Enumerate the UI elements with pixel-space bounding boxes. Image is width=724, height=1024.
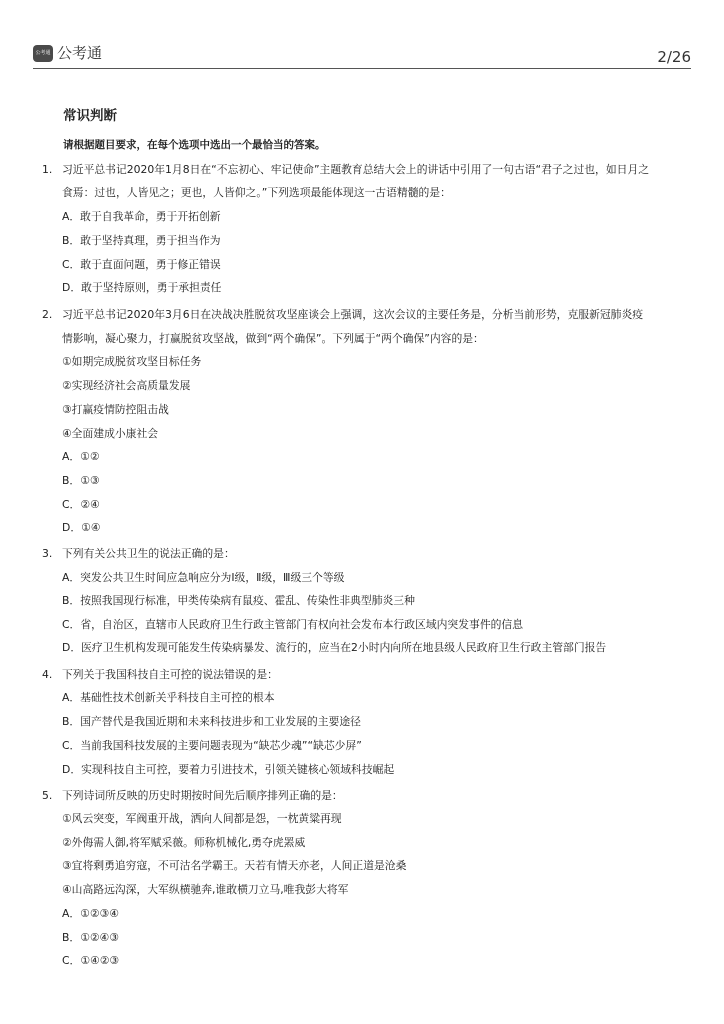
option-c: C．当前我国科技发展的主要问题表现为“缺芯少魂”“缺芯少屏” [62,739,362,752]
option-b: B．①②④③ [62,931,119,944]
statement-item: ③宜将剩勇追穷寇，不可沽名学霸王。天若有情天亦老，人间正道是沧桑 [62,859,407,872]
header-divider [33,68,691,69]
statement-item: ①风云突变，军阀重开战，洒向人间都是怨，一枕黄粱再现 [62,812,342,825]
question-stem: 下列关于我国科技自主可控的说法错误的是： [62,668,278,681]
option-d: D．敢于坚持原则，勇于承担责任 [62,281,222,294]
option-b: B．国产替代是我国近期和未来科技进步和工业发展的主要途径 [62,715,361,728]
option-a: A．基础性技术创新关乎科技自主可控的根本 [62,691,275,704]
question-number: 3. [42,547,53,560]
option-a: A．①②③④ [62,907,119,920]
statement-item: ④山高路远沟深，大军纵横驰奔,谁敢横刀立马,唯我彭大将军 [62,883,349,896]
option-d: D．实现科技自主可控，要着力引进技术，引领关键核心领域科技崛起 [62,763,395,776]
question-stem: 下列诗词所反映的历史时期按时间先后顺序排列正确的是： [62,789,343,802]
statement-item: ④全面建成小康社会 [62,427,159,440]
option-b: B．敢于坚持真理，勇于担当作为 [62,234,221,247]
option-c: C．①④②③ [62,954,120,967]
question-stem: 情影响，凝心聚力，打赢脱贫攻坚战，做到“两个确保”。下列属于“两个确保”内容的是： [62,332,484,345]
option-c: C．敢于直面问题，勇于修正错误 [62,258,221,271]
question-number: 5. [42,789,53,802]
question-stem: 习近平总书记2020年3月6日在决战决胜脱贫攻坚座谈会上强调，这次会议的主要任务是，分析当前形势，克服新冠肺炎疫 [62,308,644,321]
statement-item: ③打赢疫情防控阻击战 [62,403,169,416]
question-number: 2. [42,308,53,321]
question-number: 4. [42,668,53,681]
question-number: 1. [42,163,53,176]
question-stem: 食焉：过也，人皆见之；更也，人皆仰之。”下列选项最能体现这一古语精髓的是： [62,186,451,199]
section-title: 常识判断 [63,108,117,124]
statement-item: ②外侮需人御,将军赋采薇。师称机械化,勇夺虎罴威 [62,836,306,849]
statement-item: ②实现经济社会高质量发展 [62,379,191,392]
option-d: D．医疗卫生机构发现可能发生传染病暴发、流行的，应当在2小时内向所在地县级人民政府卫生行政主管部门报告 [62,641,607,654]
logo-badge-icon: 公考通 [33,45,53,62]
option-c: C．省，自治区，直辖市人民政府卫生行政主管部门有权向社会发布本行政区域内突发事件的信息 [62,618,524,631]
option-a: A．①② [62,450,100,463]
section-instruction: 请根据题目要求，在每个选项中选出一个最恰当的答案。 [63,139,326,151]
page-header [33,42,691,68]
option-b: B．按照我国现行标准，甲类传染病有鼠疫、霍乱、传染性非典型肺炎三种 [62,594,415,607]
option-a: A．突发公共卫生时间应急响应分为Ⅰ级，Ⅱ级，Ⅲ级三个等级 [62,571,345,584]
question-stem: 习近平总书记2020年1月8日在“不忘初心、牢记使命”主题教育总结大会上的讲话中引用了一句古语“君子之过也，如日月之 [62,163,650,176]
option-b: B．①③ [62,474,100,487]
option-a: A．敢于自我革命，勇于开拓创新 [62,210,221,223]
option-c: C．②④ [62,498,100,511]
logo-text: 公考通 [57,44,103,62]
statement-item: ①如期完成脱贫攻坚目标任务 [62,355,202,368]
option-d: D．①④ [62,521,101,534]
logo [33,44,102,62]
page-number: 2/26 [657,48,691,66]
question-stem: 下列有关公共卫生的说法正确的是： [62,547,235,560]
